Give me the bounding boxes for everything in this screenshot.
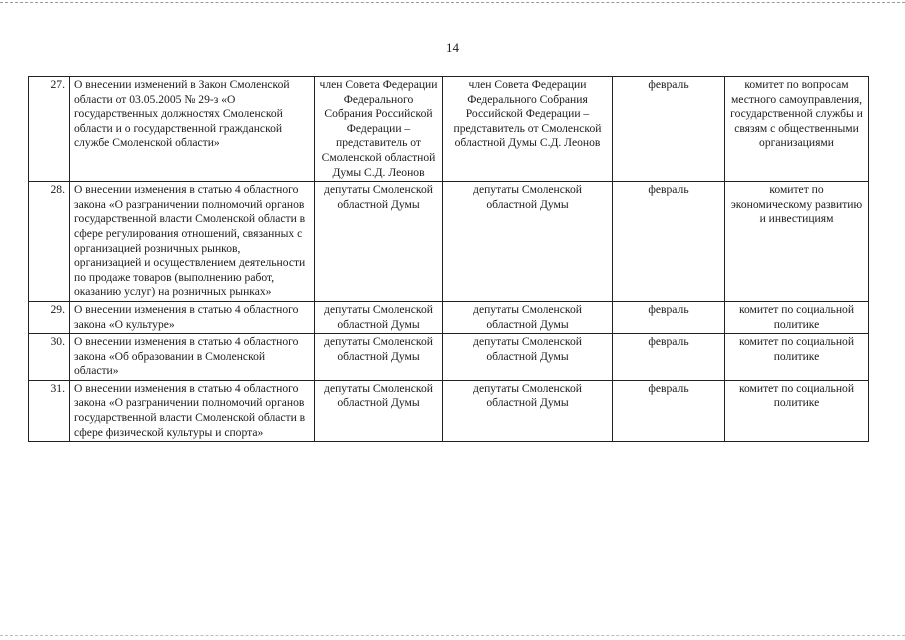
table-row-27 xyxy=(29,77,869,182)
developer: депутаты Смоленской областной Думы xyxy=(443,334,613,381)
initiator: депутаты Смоленской областной Думы xyxy=(315,334,443,381)
row-number: 28. xyxy=(29,182,70,302)
bill-title: О внесении изменений в Закон Смоленской области от 03.05.2005 № 29-з «О государственных должностях Смоленской области и о государственной гражданской службе Смоленской области» xyxy=(70,77,315,182)
responsible-committee: комитет по вопросам местного самоуправления, государственной службы и связям с общественными организациями xyxy=(725,77,869,182)
responsible-committee: комитет по социальной политике xyxy=(725,380,869,441)
bill-title: О внесении изменения в статью 4 областного закона «О культуре» xyxy=(70,301,315,333)
table-row-30 xyxy=(29,334,869,381)
initiator: депутаты Смоленской областной Думы xyxy=(315,301,443,333)
bill-title: О внесении изменения в статью 4 областного закона «О разграничении полномочий органов государственной власти Смоленской области в сфере физической культуры и спорта» xyxy=(70,380,315,441)
developer: депутаты Смоленской областной Думы xyxy=(443,380,613,441)
table-row-28 xyxy=(29,182,869,302)
legislative-plan-table xyxy=(28,76,869,442)
bill-title: О внесении изменения в статью 4 областного закона «О разграничении полномочий органов государственной власти Смоленской области в сфере регулирования отношений, связанных с организацией розничных рынков, организацией и осуществлением деятельности по продаже товаров (выполнению работ, оказанию услуг) на розничных рынках» xyxy=(70,182,315,302)
row-number: 30. xyxy=(29,334,70,381)
row-number: 27. xyxy=(29,77,70,182)
term: февраль xyxy=(613,77,725,182)
bottom-edge-line xyxy=(0,635,905,636)
initiator: депутаты Смоленской областной Думы xyxy=(315,182,443,302)
developer: депутаты Смоленской областной Думы xyxy=(443,301,613,333)
table-row-31 xyxy=(29,380,869,441)
bill-title: О внесении изменения в статью 4 областного закона «Об образовании в Смоленской области» xyxy=(70,334,315,381)
row-number: 31. xyxy=(29,380,70,441)
initiator: член Совета Федерации Федерального Собрания Российской Федерации – представитель от Смоленской областной Думы С.Д. Леонов xyxy=(315,77,443,182)
initiator: депутаты Смоленской областной Думы xyxy=(315,380,443,441)
term: февраль xyxy=(613,380,725,441)
responsible-committee: комитет по социальной политике xyxy=(725,334,869,381)
term: февраль xyxy=(613,334,725,381)
top-edge-line xyxy=(0,2,905,3)
developer: член Совета Федерации Федерального Собрания Российской Федерации – представитель от Смоленской областной Думы С.Д. Леонов xyxy=(443,77,613,182)
row-number: 29. xyxy=(29,301,70,333)
term: февраль xyxy=(613,182,725,302)
responsible-committee: комитет по социальной политике xyxy=(725,301,869,333)
developer: депутаты Смоленской областной Думы xyxy=(443,182,613,302)
responsible-committee: комитет по экономическому развитию и инвестициям xyxy=(725,182,869,302)
page-number: 14 xyxy=(446,40,459,55)
term: февраль xyxy=(613,301,725,333)
table-row-29 xyxy=(29,301,869,333)
